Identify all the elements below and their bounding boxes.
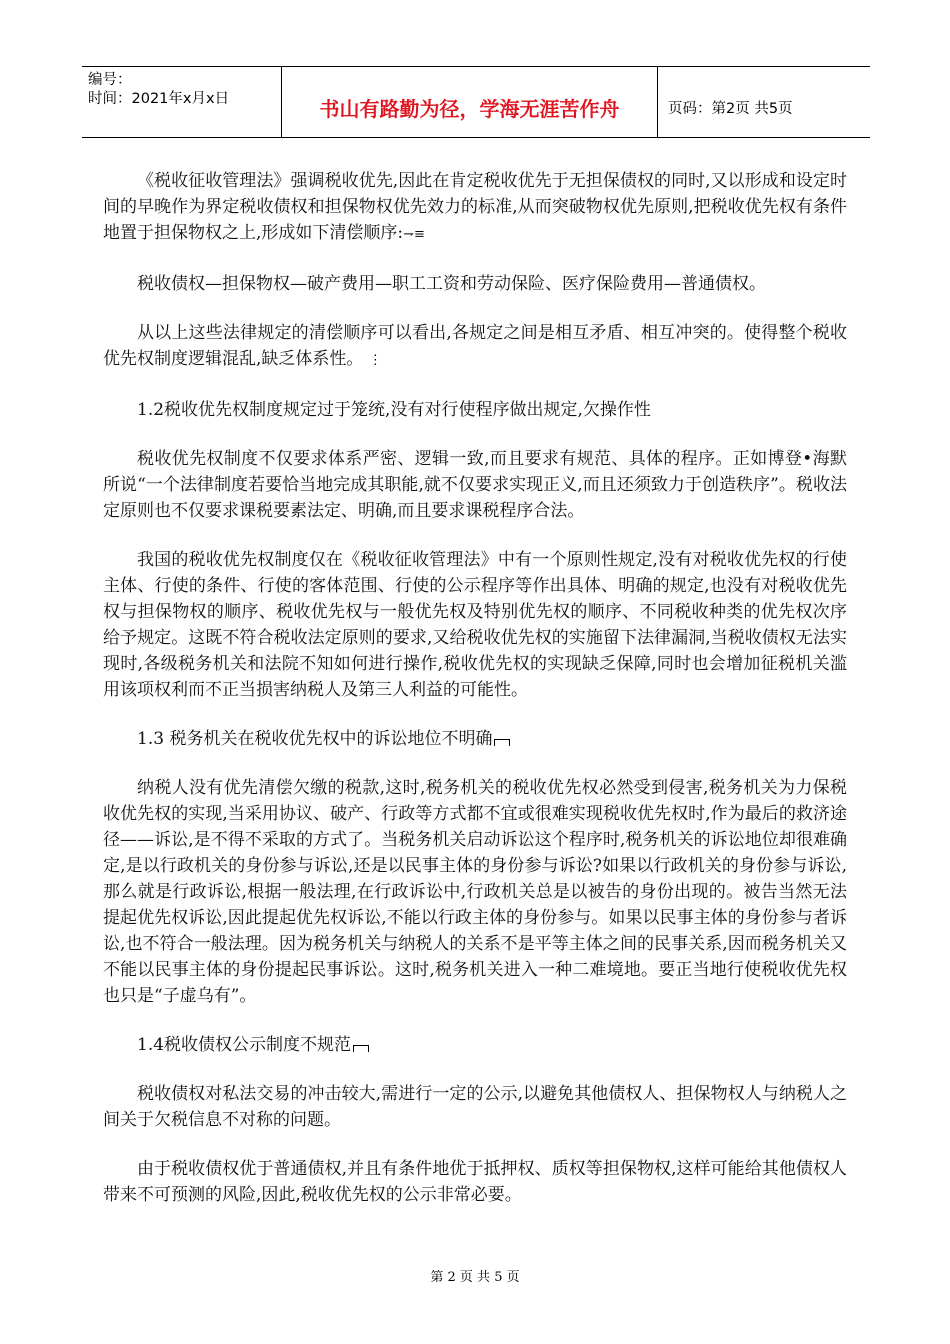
edit-mark-bracket [353,1045,369,1052]
section-heading-1-2: 1.2税收优先权制度规定过于笼统,没有对行使程序做出规定,欠操作性 [137,400,651,420]
header-number-label: 编号： [88,72,132,88]
page-footer: 第 2 页 共 5 页 [430,1270,520,1285]
edit-mark-bracket [494,739,510,746]
section-heading-1-3: 1.3 税务机关在税收优先权中的诉讼地位不明确 [103,726,847,752]
page-header [82,66,870,138]
header-page-info: 页码：第2页 共5页 [668,100,793,117]
header-meta [82,67,282,137]
paragraph-8: 由于税收债权优于普通债权,并且有条件地优于抵押权、质权等担保物权,这样可能给其他债权人带来不可预测的风险,因此,税收优先权的公示非常必要。 [103,1159,847,1205]
paragraph-5: 我国的税收优先权制度仅在《税收征收管理法》中有一个原则性规定,没有对税收优先权的行使主体、行使的条件、行使的客体范围、行使的公示程序等作出具体、明确的规定,也没有对税收优先权与担保物权的顺序、税收优先权与一般优先权及特别优先权的顺序、不同税收种类的优先权次序给予规定。这既不符合税收法定原则的要求,又给税收优先权的实施留下法律漏洞,当税收债权无法实现时,各级税务机关和法院不知如何进行操作,税收优先权的实现缺乏保障,同时也会增加征税机关滥用该项权利而不正当损害纳税人及第三人利益的可能性。 [103,550,847,700]
paragraph-2: 税收债权—担保物权—破产费用—职工工资和劳动保险、医疗保险费用—普通债权。 [137,274,766,294]
document-body [103,168,847,1208]
paragraph-4: 税收优先权制度不仅要求体系严密、逻辑一致,而且要求有规范、具体的程序。正如博登•海默所说“一个法律制度若要恰当地完成其职能,就不仅要求实现正义,而且还须致力于创造秩序”。税收法定原则也不仅要求课税要素法定、明确,而且要求课税程序合法。 [103,449,847,521]
paragraph-7: 税收债权对私法交易的冲击较大,需进行一定的公示,以避免其他债权人、担保物权人与纳税人之间关于欠税信息不对称的问题。 [103,1084,847,1130]
edit-mark: ⇁≡ [403,227,425,242]
section-heading-1-4: 1.4税收债权公示制度不规范 [103,1032,847,1058]
paragraph-6: 纳税人没有优先清偿欠缴的税款,这时,税务机关的税收优先权必然受到侵害,税务机关为力保税收优先权的实现,当采用协议、破产、行政等方式都不宜或很难实现税收优先权时,作为最后的救济途径——诉讼,是不得不采取的方式了。当税务机关启动诉讼这个程序时,税务机关的诉讼地位却很难确定,是以行政机关的身份参与诉讼,还是以民事主体的身份参与诉讼?如果以行政机关的身份参与诉讼,那么就是行政诉讼,根据一般法理,在行政诉讼中,行政机关总是以被告的身份出现的。被告当然无法提起优先权诉讼,因此提起优先权诉讼,不能以行政主体的身份参与。如果以民事主体的身份参与者诉讼,也不符合一般法理。因为税务机关与纳税人的关系不是平等主体之间的民事关系,因而税务机关又不能以民事主体的身份提起民事诉讼。这时,税务机关进入一种二难境地。要正当地行使税收优先权也只是“子虚乌有”。 [103,778,847,1006]
paragraph-3: 从以上这些法律规定的清偿顺序可以看出,各规定之间是相互矛盾、相互冲突的。使得整个税收优先权制度逻辑混乱,缺乏体系性。 ⋮ [103,323,847,369]
header-motto: 书山有路勤为径，学海无涯苦作舟 [282,67,658,137]
edit-mark: ⋮ [368,353,382,368]
header-time-label: 时间：2021年x月x日 [88,91,230,107]
paragraph-1: 《税收征收管理法》强调税收优先,因此在肯定税收优先于无担保债权的同时,又以形成和设定时间的早晚作为界定税收债权和担保物权优先效力的标准,从而突破物权优先原则,把税收优先权有条件地置于担保物权之上,形成如下清偿顺序:⇁≡ [103,171,847,243]
